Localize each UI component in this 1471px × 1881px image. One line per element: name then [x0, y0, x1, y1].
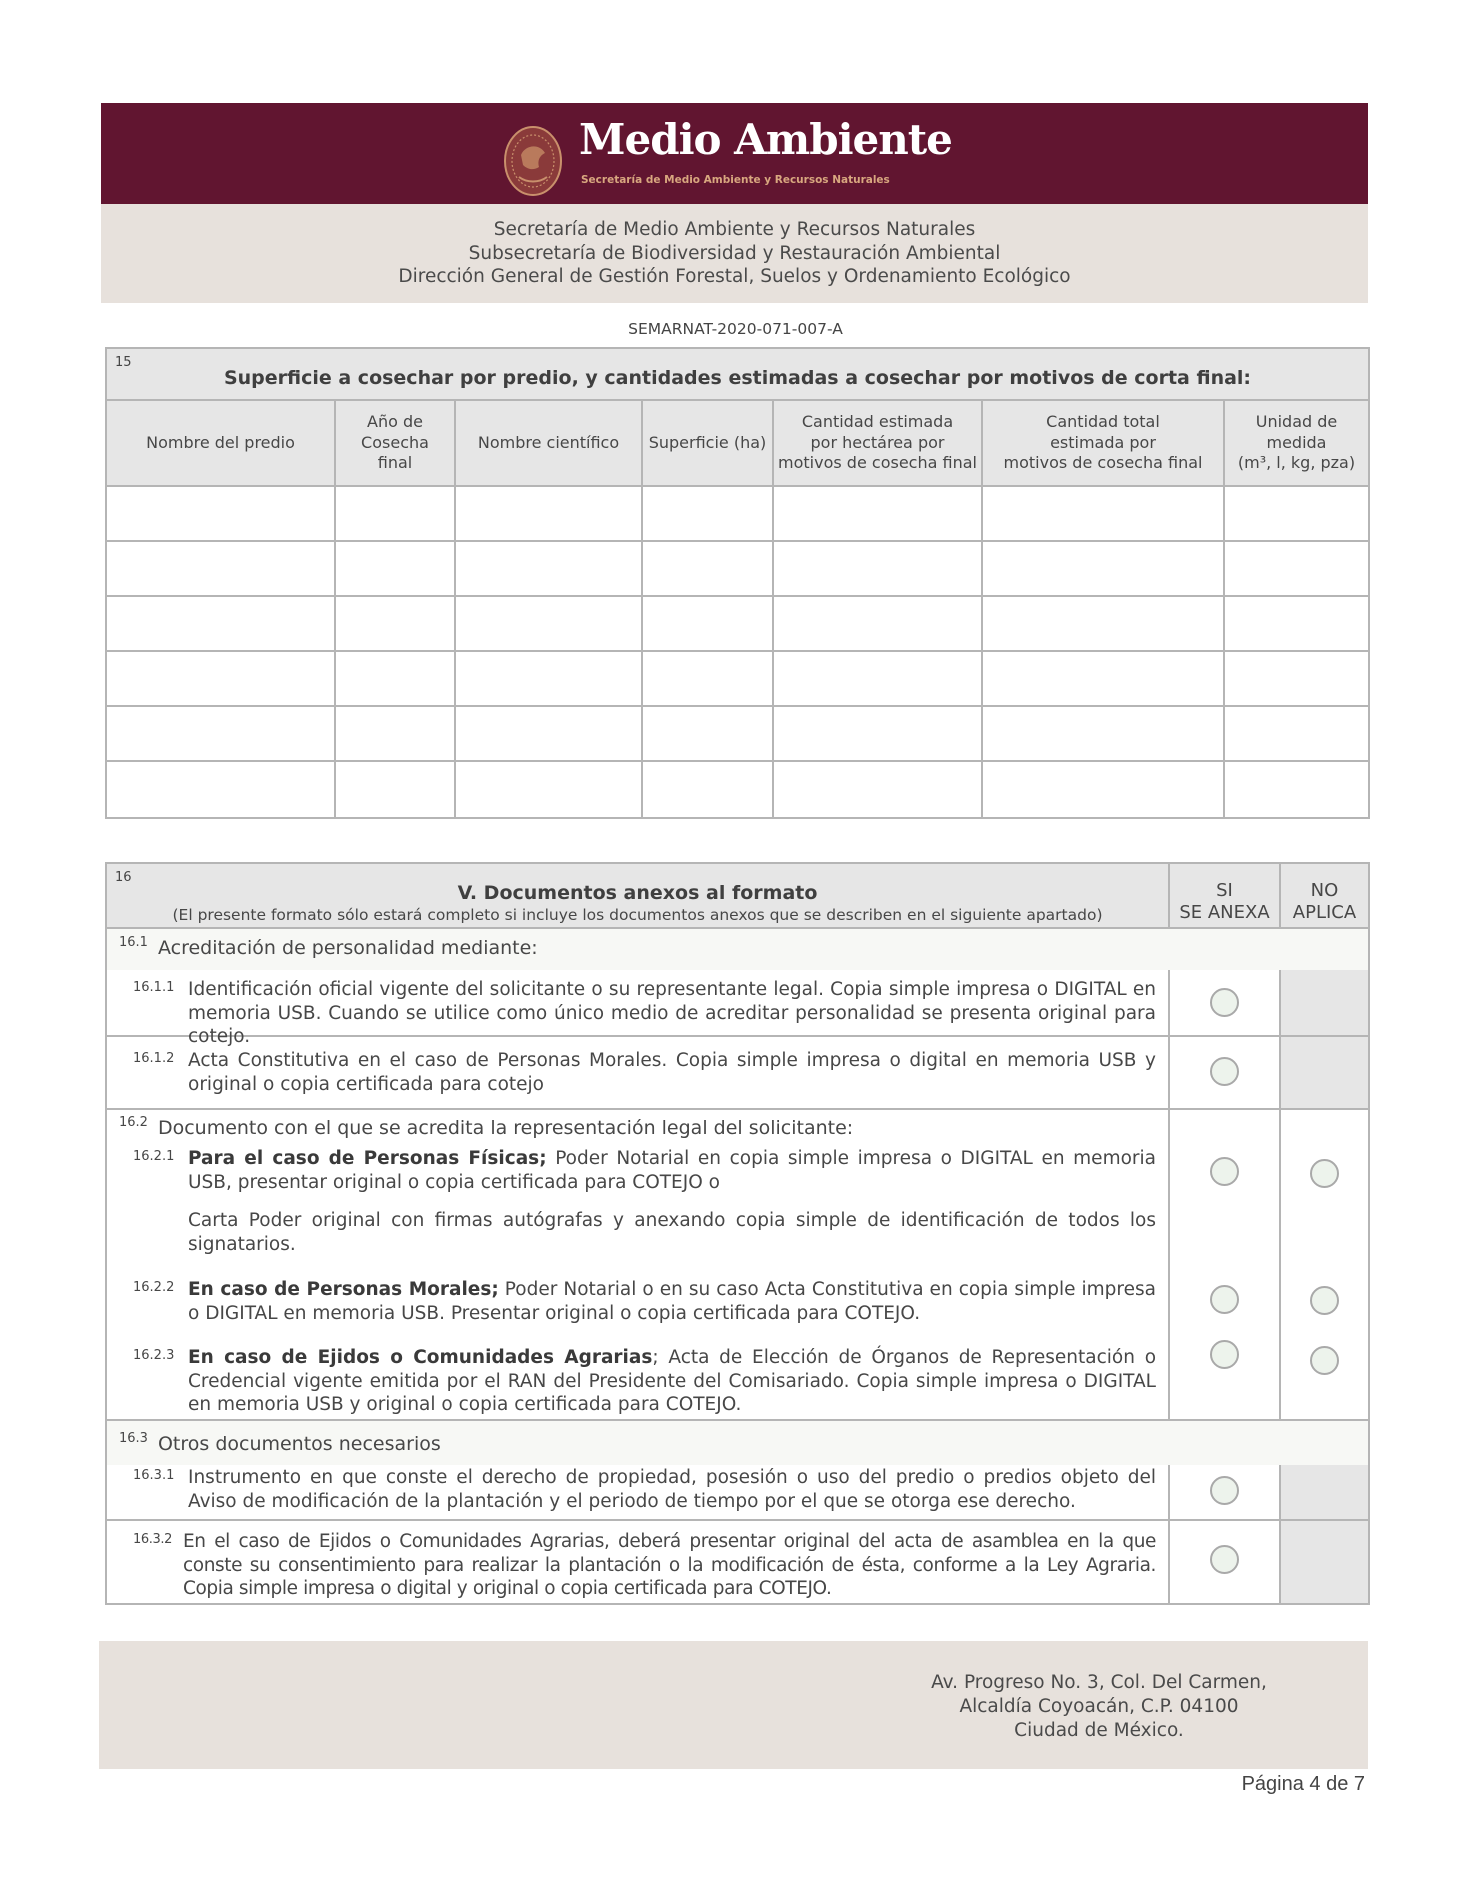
item-number: 16.2.3 — [133, 1348, 175, 1363]
harvest-table — [105, 347, 1370, 819]
item-text: Poder Notarial o en su caso Acta Constitutiva en copia simple impresa o DIGITAL en memoria USB. Presentar original o copia certificada para COTEJO. — [188, 1279, 1156, 1324]
table-cell[interactable] — [107, 597, 336, 652]
table-cell[interactable] — [774, 652, 983, 707]
section-number: 16 — [115, 870, 132, 885]
item-text: Poder Notarial en copia simple impresa o DIGITAL en memoria USB, presentar original o copia certificada para COTEJO o — [188, 1148, 1156, 1193]
subsection-16-1-header — [107, 929, 1368, 970]
table-cell[interactable] — [336, 762, 456, 817]
item-number: 16.3 — [119, 1431, 148, 1446]
column-header: Cantidad total estimada por motivos de cosecha final — [983, 401, 1225, 487]
item-number: 16.1.2 — [133, 1051, 175, 1066]
table-cell[interactable] — [1225, 707, 1368, 762]
item-bold-text: En caso de Personas Morales; — [188, 1279, 499, 1300]
table-cell[interactable] — [983, 542, 1225, 597]
column-header: Nombre científico — [456, 401, 643, 487]
table-cell[interactable] — [336, 652, 456, 707]
table-cell[interactable] — [456, 652, 643, 707]
radio-si-se-anexa[interactable] — [1210, 988, 1239, 1017]
document-code: SEMARNAT-2020-071-007-A — [628, 320, 843, 338]
table-cell[interactable] — [983, 652, 1225, 707]
coat-of-arms-seal-icon — [503, 125, 563, 197]
column-header-si — [1170, 864, 1281, 927]
item-number: 16.3.1 — [133, 1468, 175, 1483]
not-applicable-cell — [1281, 970, 1368, 1035]
section-16-header — [107, 864, 1368, 929]
document-row-16-1-2 — [107, 1037, 1368, 1110]
table-cell[interactable] — [643, 652, 774, 707]
table-cell[interactable] — [456, 597, 643, 652]
column-header-text: SE ANEXA — [1179, 902, 1270, 923]
item-number: 16.3.2 — [133, 1532, 172, 1547]
table-cell[interactable] — [983, 487, 1225, 542]
table-cell[interactable] — [774, 762, 983, 817]
column-header: Año de Cosecha final — [336, 401, 456, 487]
table-cell[interactable] — [1225, 652, 1368, 707]
item-text: Instrumento en que conste el derecho de propiedad, posesión o uso del predio o predios objeto del Aviso de modificación de la plantación y el periodo de tiempo por el que se otorga ese derecho. — [188, 1467, 1156, 1512]
item-text: Identificación oficial vigente del solicitante o su representante legal. Copia simple impresa o DIGITAL en memoria USB. Cuando se utilice como único medio de acreditar personalidad se presenta original para cotejo. — [188, 979, 1156, 1047]
agency-line: Subsecretaría de Biodiversidad y Restauración Ambiental — [468, 242, 1001, 264]
radio-si-se-anexa[interactable] — [1210, 1057, 1239, 1086]
table-cell[interactable] — [107, 652, 336, 707]
table-cell[interactable] — [107, 762, 336, 817]
unit-header-text: Unidad de medida (m³, l, kg, pza) — [1237, 412, 1356, 473]
subsection-16-3-header — [107, 1421, 1368, 1465]
column-header-text: NO — [1310, 880, 1339, 901]
table-cell[interactable] — [456, 487, 643, 542]
section-number: 15 — [115, 355, 132, 370]
table-cell[interactable] — [107, 707, 336, 762]
item-number: 16.2.2 — [133, 1280, 175, 1295]
table-cell[interactable] — [643, 597, 774, 652]
item-number: 16.1 — [119, 935, 148, 950]
table-cell[interactable] — [643, 487, 774, 542]
table-cell[interactable] — [983, 597, 1225, 652]
subsection-label: Documento con el que se acredita la representación legal del solicitante: — [157, 1117, 854, 1139]
table-cell[interactable] — [774, 487, 983, 542]
item-number: 16.2.1 — [133, 1149, 175, 1164]
column-header: Cantidad estimada por hectárea por motivos de cosecha final — [774, 401, 983, 487]
column-header: Nombre del predio — [107, 401, 336, 487]
section-15-title: Superficie a cosechar por predio, y cantidades estimadas a cosechar por motivos de corta final: — [223, 367, 1252, 389]
item-text: En el caso de Ejidos o Comunidades Agrarias, deberá presentar original del acta de asamblea en la que conste su consentimiento para realizar la plantación o la modificación de ésta, conforme a la Ley Agraria. Copia simple impresa o digital y original o copia certificada para COTEJO. — [183, 1531, 1156, 1599]
item-text: Carta Poder original con firmas autógrafas y anexando copia simple de identificación de todos los signatarios. — [188, 1210, 1156, 1255]
column-header: Superficie (ha) — [643, 401, 774, 487]
address-line: Alcaldía Coyoacán, C.P. 04100 — [959, 1696, 1239, 1717]
harvest-table-grid — [107, 401, 1368, 817]
address-line: Ciudad de México. — [1014, 1720, 1184, 1741]
column-header-text: APLICA — [1292, 902, 1357, 923]
table-cell[interactable] — [1225, 597, 1368, 652]
section-16-title: V. Documentos anexos al formato — [457, 882, 818, 904]
page-number: Página 4 de 7 — [1241, 1773, 1365, 1795]
subsection-label: Acreditación de personalidad mediante: — [157, 937, 538, 959]
subsection-label: Otros documentos necesarios — [157, 1433, 441, 1455]
item-number: 16.2 — [119, 1115, 148, 1130]
header-banner — [101, 103, 1368, 204]
document-row-16-1-1 — [107, 970, 1368, 1047]
annex-documents-table — [105, 862, 1370, 1605]
radio-no-aplica[interactable] — [1310, 1346, 1339, 1375]
table-cell[interactable] — [107, 542, 336, 597]
address-line: Av. Progreso No. 3, Col. Del Carmen, — [931, 1672, 1267, 1693]
document-row-16-3-1 — [107, 1465, 1368, 1521]
table-cell[interactable] — [774, 707, 983, 762]
document-row-16-3-2 — [107, 1521, 1368, 1603]
table-cell[interactable] — [1225, 762, 1368, 817]
table-cell[interactable] — [643, 542, 774, 597]
table-cell[interactable] — [336, 542, 456, 597]
item-bold-text: Para el caso de Personas Físicas; — [188, 1148, 547, 1169]
brand-subtitle: Secretaría de Medio Ambiente y Recursos Naturales — [581, 174, 890, 186]
radio-si-se-anexa[interactable] — [1210, 1157, 1239, 1186]
column-header-text: SI — [1216, 880, 1233, 901]
footer-address — [899, 1671, 1299, 1743]
table-cell[interactable] — [336, 597, 456, 652]
item-bold-text: En caso de Ejidos o Comunidades Agrarias — [188, 1347, 653, 1368]
radio-no-aplica[interactable] — [1310, 1286, 1339, 1315]
table-cell[interactable] — [456, 762, 643, 817]
item-text: Acta Constitutiva en el caso de Personas Morales. Copia simple impresa o digital en memoria USB y original o copia certificada para cotejo — [188, 1050, 1156, 1095]
brand-title: Medio Ambiente — [579, 115, 952, 164]
table-cell[interactable] — [456, 707, 643, 762]
table-cell[interactable] — [1225, 542, 1368, 597]
radio-si-se-anexa[interactable] — [1210, 1340, 1239, 1369]
item-number: 16.1.1 — [133, 980, 175, 995]
agency-line: Dirección General de Gestión Forestal, Suelos y Ordenamiento Ecológico — [398, 266, 1071, 287]
agency-line: Secretaría de Medio Ambiente y Recursos Naturales — [493, 219, 976, 240]
item-text: ; Acta de Elección de Órganos de Representación o Credencial vigente emitida por el RAN del Presidente del Comisariado. Copia simple impresa o DIGITAL en memoria USB y original o copia certificada para COTEJO. — [188, 1347, 1157, 1415]
radio-si-se-anexa[interactable] — [1210, 1476, 1239, 1505]
agency-band — [101, 204, 1368, 303]
table-cell[interactable] — [774, 597, 983, 652]
document-row-16-2 — [107, 1110, 1368, 1421]
footer-band — [99, 1641, 1368, 1769]
not-applicable-cell — [1281, 1465, 1368, 1519]
not-applicable-cell — [1281, 1521, 1368, 1603]
table-cell[interactable] — [983, 707, 1225, 762]
table-cell[interactable] — [336, 707, 456, 762]
table-cell[interactable] — [774, 542, 983, 597]
table-cell[interactable] — [643, 762, 774, 817]
section-15-header — [107, 349, 1368, 401]
table-cell[interactable] — [107, 487, 336, 542]
radio-no-aplica[interactable] — [1310, 1159, 1339, 1188]
radio-si-se-anexa[interactable] — [1210, 1545, 1239, 1574]
not-applicable-cell — [1281, 1037, 1368, 1108]
column-header — [1225, 401, 1368, 487]
table-cell[interactable] — [983, 762, 1225, 817]
table-cell[interactable] — [643, 707, 774, 762]
table-cell[interactable] — [336, 487, 456, 542]
column-header-no — [1281, 864, 1368, 927]
table-cell[interactable] — [1225, 487, 1368, 542]
table-cell[interactable] — [456, 542, 643, 597]
section-16-note: (El presente formato sólo estará completo si incluye los documentos anexos que se describen en el siguiente apartado) — [172, 906, 1103, 924]
radio-si-se-anexa[interactable] — [1210, 1285, 1239, 1314]
